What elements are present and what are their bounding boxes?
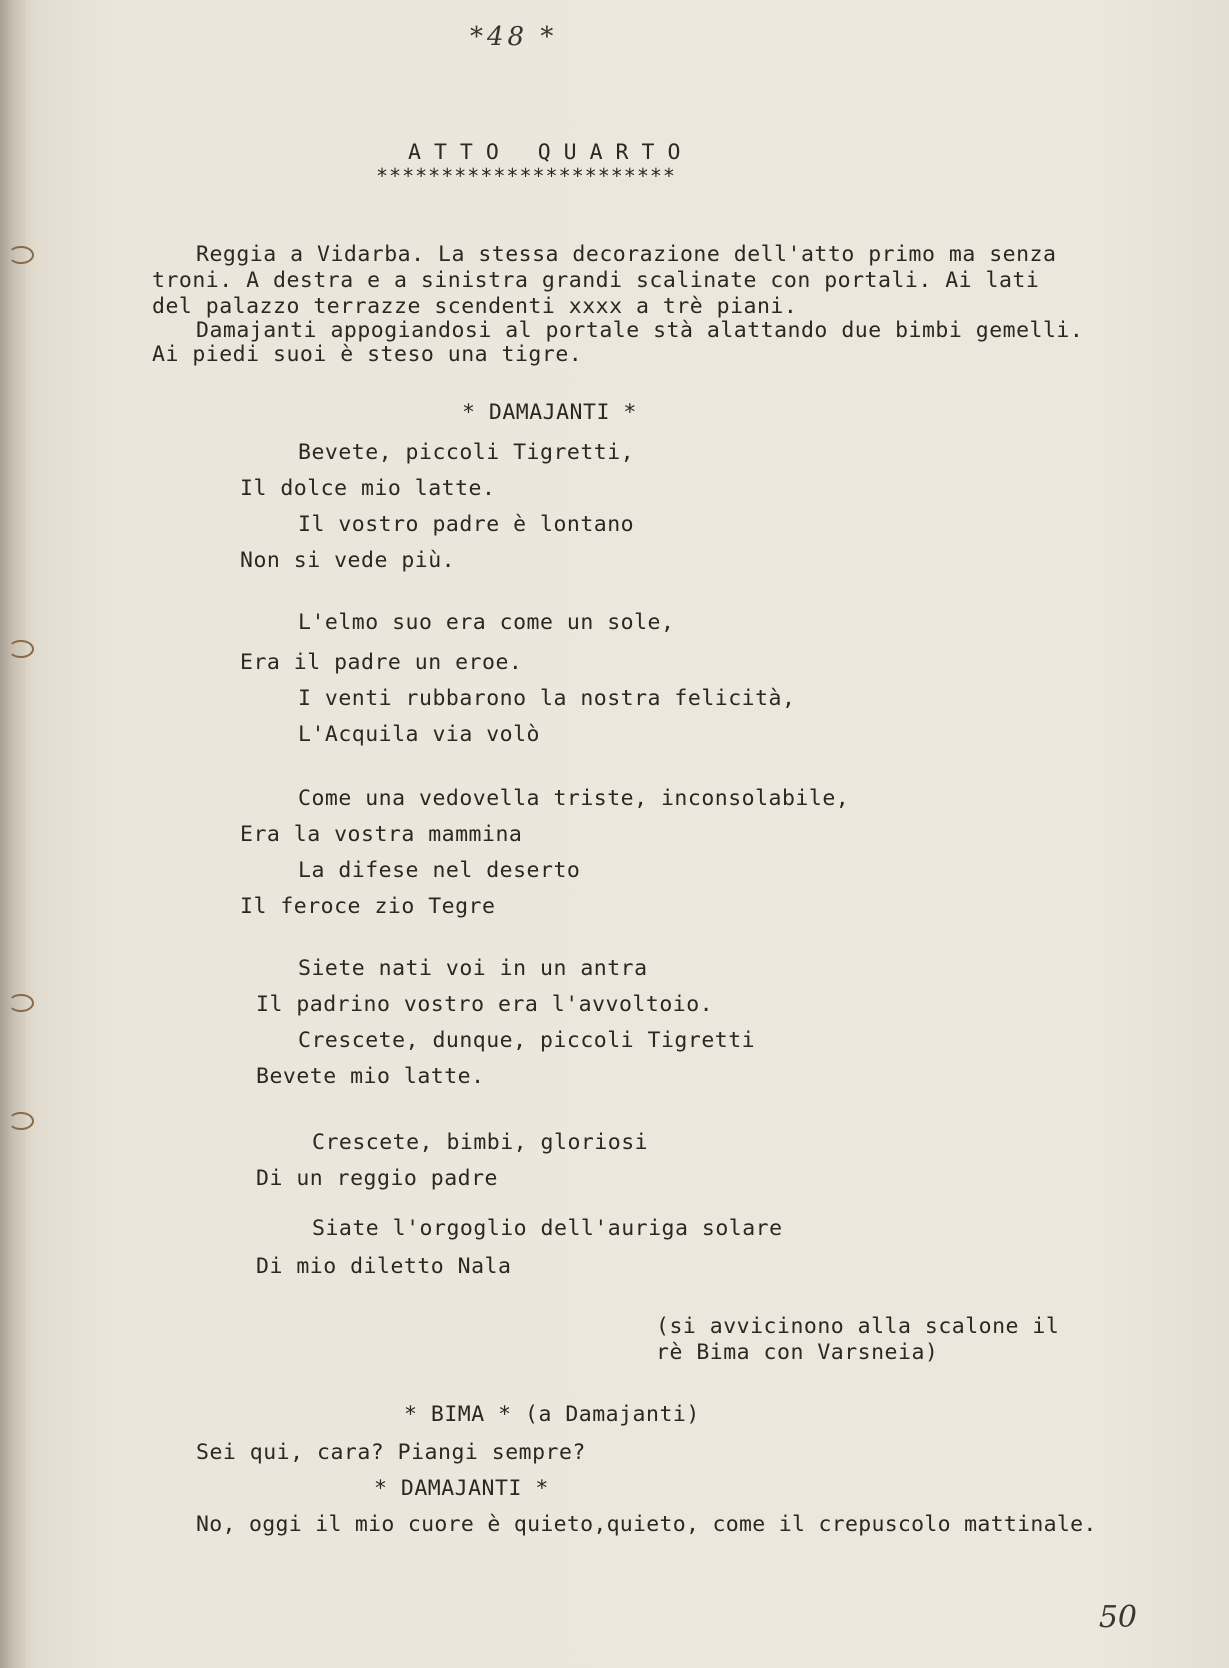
speaker-name: * DAMAJANTI *: [462, 400, 637, 425]
folio-number: 50: [1098, 1600, 1137, 1635]
page-number-mark: *48 *: [470, 22, 558, 52]
dialogue-line: No, oggi il mio cuore è quieto,quieto, come il crepuscolo mattinale.: [196, 1512, 1097, 1537]
song-line: L'Acquila via volò: [298, 722, 540, 747]
song-line: Di mio diletto Nala: [256, 1254, 512, 1279]
binding-stitch: [8, 1112, 34, 1130]
song-line: I venti rubbarono la nostra felicità,: [298, 686, 796, 711]
song-line: Non si vede più.: [240, 548, 456, 573]
song-line: Il feroce zio Tegre: [240, 894, 496, 919]
speaker-name: * DAMAJANTI *: [374, 1476, 549, 1501]
song-line: Bevete, piccoli Tigretti,: [298, 440, 635, 465]
song-line: Era la vostra mammina: [240, 822, 523, 847]
stage-direction-line: Reggia a Vidarba. La stessa decorazione dell'atto primo ma senza: [196, 242, 1057, 267]
stage-direction-line: Damajanti appogiandosi al portale stà alattando due bimbi gemelli.: [196, 318, 1084, 343]
binding-stitch: [8, 640, 34, 658]
song-line: Era il padre un eroe.: [240, 650, 523, 675]
song-line: Come una vedovella triste, inconsolabile,: [298, 786, 850, 811]
stage-direction-line: (si avvicinono alla scalone il: [656, 1314, 1060, 1339]
song-line: Siate l'orgoglio dell'auriga solare: [312, 1216, 783, 1241]
speaker-name: * BIMA * (a Damajanti): [404, 1402, 700, 1427]
song-line: Il padrino vostro era l'avvoltoio.: [256, 992, 714, 1017]
binding-stitch: [8, 246, 34, 264]
song-line: La difese nel deserto: [298, 858, 581, 883]
song-line: Bevete mio latte.: [256, 1064, 485, 1089]
stage-direction-line: troni. A destra e a sinistra grandi scalinate con portali. Ai lati: [152, 268, 1040, 293]
song-line: Il dolce mio latte.: [240, 476, 496, 501]
song-line: Di un reggio padre: [256, 1166, 498, 1191]
song-line: Crescete, bimbi, gloriosi: [312, 1130, 649, 1155]
stage-direction-line: del palazzo terrazze scendenti xxxx a trè piani.: [152, 294, 798, 319]
song-line: L'elmo suo era come un sole,: [298, 610, 675, 635]
stage-direction-line: rè Bima con Varsneia): [656, 1340, 939, 1365]
dialogue-line: Sei qui, cara? Piangi sempre?: [196, 1440, 586, 1465]
stage-direction-line: Ai piedi suoi è steso una tigre.: [152, 342, 583, 367]
act-title: ATTO QUARTO: [408, 140, 694, 165]
binding-stitch: [8, 994, 34, 1012]
song-line: Crescete, dunque, piccoli Tigretti: [298, 1028, 756, 1053]
title-underline: ***********************: [376, 164, 676, 188]
song-line: Il vostro padre è lontano: [298, 512, 635, 537]
song-line: Siete nati voi in un antra: [298, 956, 648, 981]
